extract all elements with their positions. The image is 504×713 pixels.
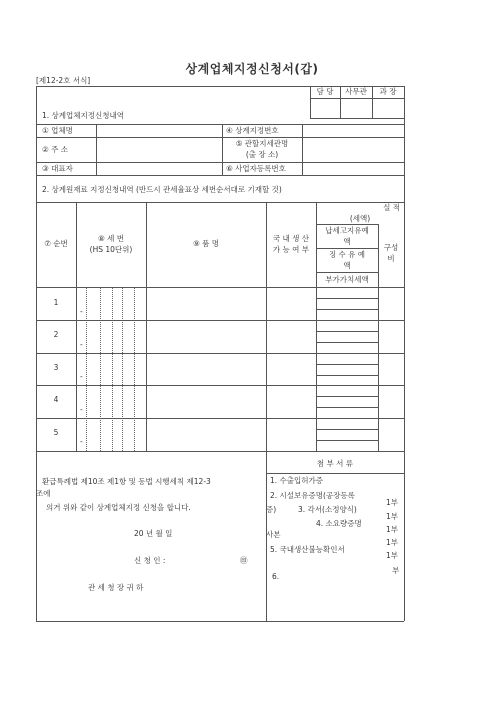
- row-2-item-field[interactable]: [147, 321, 265, 352]
- attachment-count-6: 부: [392, 566, 400, 575]
- seal-mark: ㊞: [240, 556, 248, 565]
- approval-officer-label: 사무관: [345, 87, 367, 96]
- row-1-item-field[interactable]: [147, 289, 265, 319]
- col-levy-deferral-sub: 액: [343, 261, 351, 270]
- col-notice-deferral-sub: 액: [343, 237, 351, 246]
- attachment-count-5: 1부: [386, 551, 399, 560]
- col-item-header: ⑨ 품 명: [193, 239, 219, 248]
- col-levy-deferral: 징 수 유 예: [328, 250, 366, 259]
- page-title: 상계업체지정신청서(갑): [185, 62, 319, 76]
- row-3-item-field[interactable]: [147, 354, 265, 384]
- business-reg-label: ⑥ 사업자등록번호: [226, 164, 286, 173]
- row-1-hs-dash: -: [80, 307, 83, 316]
- attachment-5: 5. 국내생산불능확인서: [270, 545, 345, 554]
- applicant-field[interactable]: [176, 555, 240, 566]
- attachment-count-3: 1부: [386, 525, 399, 534]
- row-3-hs-dash: -: [80, 372, 83, 381]
- row-1-seq: 1: [53, 298, 59, 307]
- offset-number-label: ④ 상계지정번호: [226, 126, 279, 135]
- col-notice-deferral: 납세고지유예: [325, 226, 369, 235]
- application-date: 20 년 월 일: [134, 529, 173, 538]
- declaration-line-1: 환급특례법 제10조 제1항 및 동법 시행세칙 제12-3: [42, 477, 211, 486]
- attachment-count-2: 1부: [386, 512, 399, 521]
- section1-heading: 1. 상계업체지정신청내역: [42, 111, 124, 120]
- row-5-seq: 5: [53, 428, 59, 437]
- section2-heading: 2. 상계원재료 지정신청내역 (반드시 관세율표상 세번순서대로 기재할 것): [42, 185, 282, 194]
- row-2-hs-dash: -: [80, 340, 83, 349]
- attachment-4-cont: 사본: [266, 530, 281, 539]
- col-hs-header: ⑧ 세 번: [98, 234, 124, 243]
- offset-number-field[interactable]: [303, 125, 403, 136]
- address-label: ② 주 소: [42, 145, 68, 154]
- addressee: 관 세 청 장 귀 하: [88, 583, 144, 592]
- col-seq-header: ⑦ 순번: [44, 239, 68, 248]
- attachment-4: 4. 소요량증명: [316, 519, 362, 528]
- company-name-field[interactable]: [97, 125, 221, 136]
- attachment-1: 1. 수출입허가증: [270, 476, 324, 485]
- approval-staff-label: 담 당: [316, 87, 334, 96]
- col-performance-header: 실 적: [383, 203, 400, 212]
- col-domestic-header: 국 내 생 산: [272, 234, 310, 243]
- row-2-seq: 2: [53, 330, 59, 339]
- attachments-heading: 첨 부 서 류: [316, 459, 354, 468]
- representative-field[interactable]: [97, 163, 221, 174]
- representative-label: ③ 대표자: [42, 164, 73, 173]
- approval-chief-label: 과 장: [379, 87, 397, 96]
- customs-branch-label: (출 장 소): [245, 150, 279, 159]
- row-5-item-field[interactable]: [147, 419, 265, 450]
- customs-office-label: ⑤ 관할지세관명: [235, 139, 289, 148]
- customs-office-field[interactable]: [303, 138, 403, 161]
- row-4-item-field[interactable]: [147, 386, 265, 417]
- company-name-label: ① 업체명: [42, 126, 73, 135]
- attachment-2-cont: 증): [266, 505, 277, 514]
- attachment-3: 3. 각서(소정양식): [298, 505, 357, 514]
- col-composition: 구성: [383, 243, 399, 252]
- row-5-hs-dash: -: [80, 437, 83, 446]
- col-hs-sub: (HS 10단위): [89, 245, 133, 254]
- row-3-seq: 3: [53, 363, 59, 372]
- row-4-hs-dash: -: [80, 405, 83, 414]
- attachment-count-4: 1부: [386, 538, 399, 547]
- row-4-seq: 4: [53, 395, 59, 404]
- address-field[interactable]: [97, 138, 221, 161]
- business-reg-field[interactable]: [303, 163, 403, 174]
- col-domestic-sub: 가 능 여 부: [272, 245, 310, 254]
- attachment-6: 6.: [272, 572, 280, 581]
- declaration-line-2: 조에: [36, 489, 51, 498]
- col-performance-sub: (세액): [349, 214, 371, 223]
- col-composition-sub: 비: [387, 254, 395, 263]
- applicant-label: 신 청 인 :: [134, 556, 166, 565]
- attachment-count-1: 1부: [386, 498, 399, 507]
- form-number: [제12-2호 서식]: [36, 76, 91, 85]
- declaration-line-3: 의거 위와 같이 상계업체지정 신청을 합니다.: [46, 503, 191, 512]
- attachment-2: 2. 시설보유증명(공장등록: [270, 491, 355, 500]
- col-vat: 부가가치세액: [325, 275, 369, 284]
